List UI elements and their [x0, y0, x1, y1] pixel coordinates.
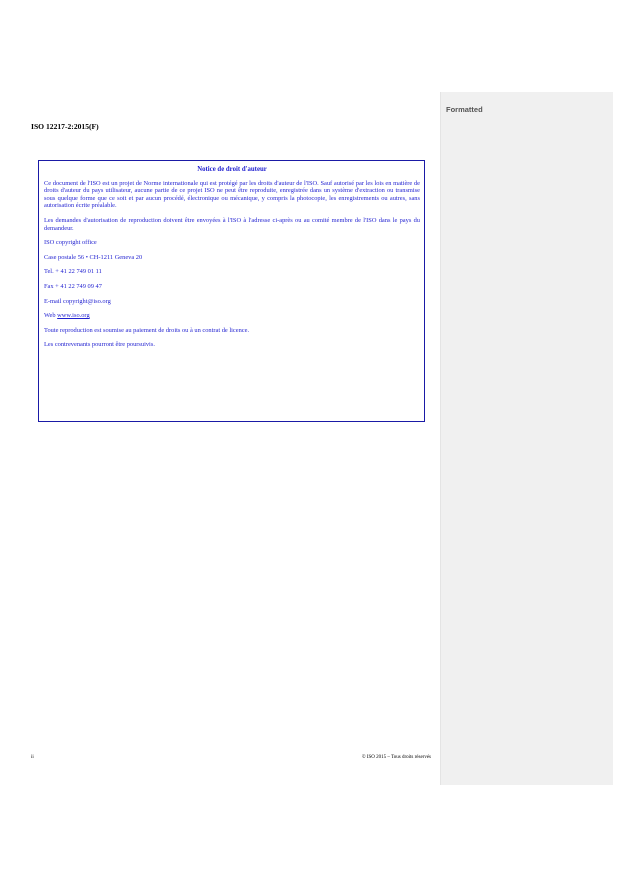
office-name: ISO copyright office — [44, 239, 97, 247]
office-telephone: Tel. + 41 22 749 01 11 — [44, 268, 102, 276]
office-web — [44, 312, 420, 320]
notice-paragraph-reproduction-fees: Toute reproduction est soumise au paiement de droits ou à un contrat de licence. — [44, 326, 250, 334]
notice-title: Notice de droit d'auteur — [197, 166, 267, 173]
office-fax: Fax + 41 22 749 09 47 — [44, 282, 102, 290]
document-id-header: ISO 12217-2:2015(F) — [31, 122, 99, 131]
formatted-comment-label[interactable]: Formatted — [446, 105, 483, 114]
copyright-notice-box — [38, 160, 425, 422]
notice-paragraph-requests: Les demandes d'autorisation de reproduction doivent être envoyées à l'ISO à l'adresse ci-après ou au comité membre de l'ISO dans le pays du demandeur. — [44, 216, 420, 232]
page-number: ii — [31, 755, 34, 760]
notice-paragraph-offenders: Les contrevenants pourront être poursuivis. — [44, 341, 155, 349]
office-email: E-mail copyright@iso.org — [44, 297, 111, 305]
footer-copyright: © ISO 2015 – Tous droits réservés — [361, 755, 431, 760]
comments-pane — [440, 92, 613, 785]
notice-paragraph-protection: Ce document de l'ISO est un projet de Norme internationale qui est protégé par les droits d'auteur de l'ISO. Sauf autorisé par les lois en matière de droits d'auteur du pays utilisateur, aucune partie de ce projet ISO ne peut être reproduite, enregistrée dans un système d'extraction ou transmise sous quelque forme que ce soit et par aucun procédé, électronique ou mécanique, y compris la photocopie, les enregistrements ou autres, sans autorisation écrite préalable. — [44, 179, 420, 210]
office-address: Case postale 56 • CH-1211 Geneva 20 — [44, 253, 143, 261]
web-link[interactable]: www.iso.org — [57, 312, 90, 320]
web-prefix: Web — [44, 312, 58, 320]
